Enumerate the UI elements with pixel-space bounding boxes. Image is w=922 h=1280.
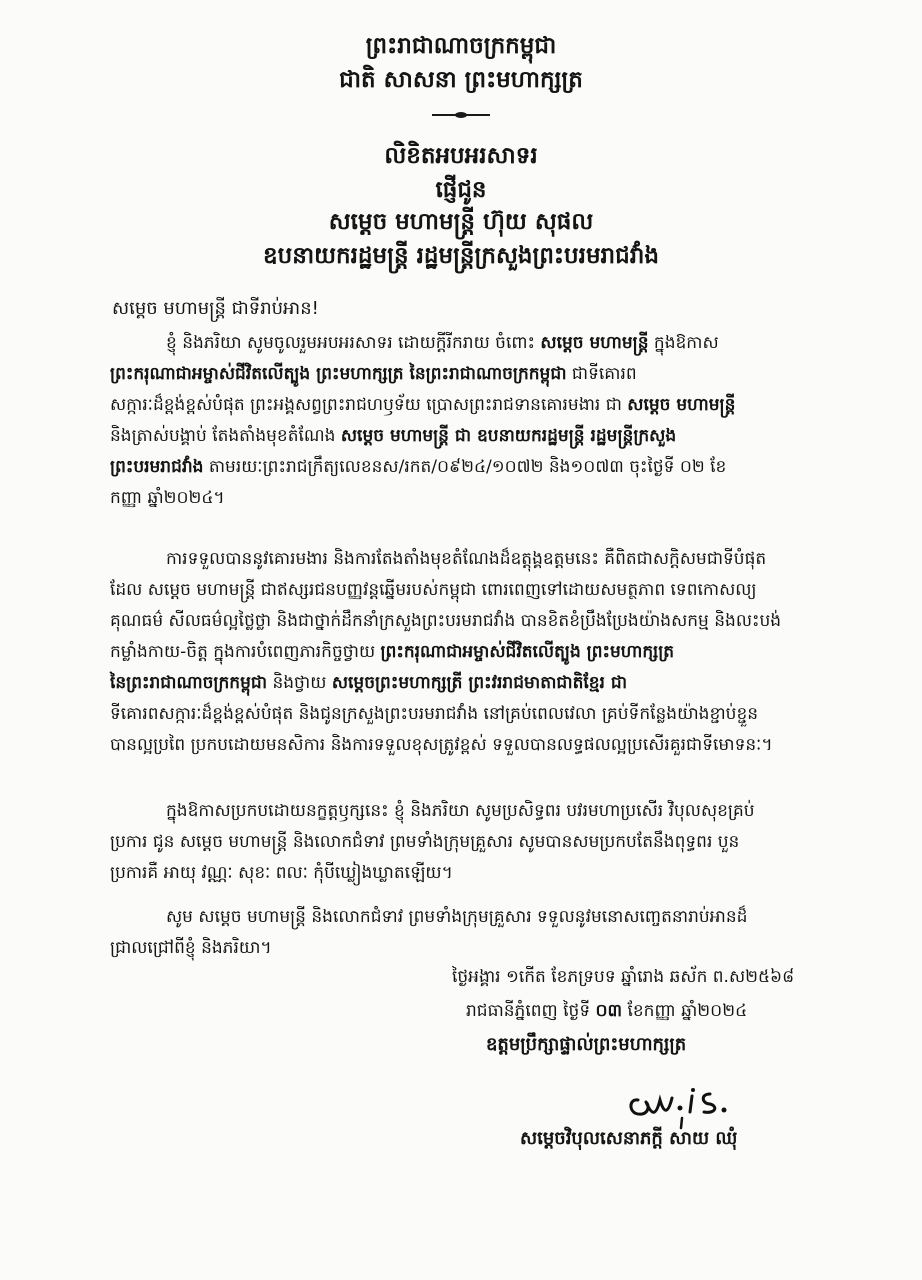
p1-line-text: ព្រះបរមរាជវាំង [110, 457, 204, 477]
p2-line [166, 548, 766, 570]
p1-line [110, 363, 637, 385]
p1-line-text: ខ្ញុំ និងភរិយា សូមចូលរួមអបអរសាទរ ដោយក្តីរីករាយ ចំពោះ [166, 333, 541, 353]
p1-line-text: កញ្ញា ឆ្នាំ២០២៤។ [110, 488, 225, 508]
place-date-day: ០៣ [595, 1001, 623, 1021]
p1-line [110, 394, 735, 416]
p1-line-text: តាមរយៈព្រះរាជក្រឹត្យលេខនស/រកត/០៩២៤/១០៧២ និង១០៧៣ ចុះថ្ងៃទី ០២ ខែ [203, 457, 727, 477]
signer-title: ឧត្តមប្រឹក្សាផ្ទាល់ព្រះមហាក្សត្រ [486, 1034, 687, 1055]
p1-line-text: សក្ការៈដ៏ខ្ពង់ខ្ពស់បំផុត ព្រះអង្គសព្វព្រះរាជហឫទ័យ ប្រោសព្រះរាជទានគោរមងារ ជា [110, 395, 628, 415]
p2-line [110, 641, 674, 663]
p3-line [110, 831, 739, 853]
place-date [466, 1000, 747, 1022]
lunar-date: ថ្ងៃអង្គារ ១កើត ខែភទ្របទ ឆ្នាំរោង ឆស័ក ព.ស២៥៦៨ [452, 967, 795, 987]
recipient-name: សម្តេច មហាមន្ត្រី ហ៊ុយ សុផល [328, 208, 594, 235]
p2-line [110, 579, 757, 601]
p2-line-text: បានល្អប្រពៃ ប្រកបដោយមនសិការ និងការទទួលខុសត្រូវខ្ពស់ ទទួលបានលទ្ធផលល្អប្រសើរគួរជាទីមោទនៈ។ [110, 735, 773, 755]
p1-line-text: និងត្រាស់បង្គាប់ តែងតាំងមុខតំណែង [110, 426, 341, 446]
letter-to: ផ្ញើជូន [435, 176, 487, 203]
p1-line-text: សម្តេច មហាមន្ត្រី ជា ឧបនាយករដ្ឋមន្ត្រី រដ្ឋមន្ត្រីក្រសួង [340, 426, 677, 446]
p1-line [110, 487, 225, 509]
p2-line-text: និងថ្វាយ [267, 673, 332, 693]
kingdom-header: ព្រះរាជាណាចក្រកម្ពុជា [365, 32, 557, 59]
place-date-prefix: រាជធានីភ្នំពេញ ថ្ងៃទី [466, 1001, 591, 1021]
national-motto: ជាតិ សាសនា ព្រះមហាក្សត្រ [339, 66, 583, 93]
p2-line-text: ទីគោរពសក្ការៈដ៏ខ្ពង់ខ្ពស់បំផុត និងជូនក្រសួងព្រះបរមរាជវាំង នៅគ្រប់ពេលវេលា គ្រប់ទីកន្លែងយ៉ាងខ្ជាប់ខ្ជួន [110, 704, 759, 724]
p1-line [110, 456, 726, 478]
recipient-title: ឧបនាយករដ្ឋមន្ត្រី រដ្ឋមន្ត្រីក្រសួងព្រះបរមរាជវាំង [263, 242, 659, 269]
p1-line [166, 332, 719, 354]
p4-line-text: សូម សម្តេច មហាមន្ត្រី និងលោកជំទាវ ព្រមទាំងក្រុមគ្រួសារ ទទួលនូវមនោសញ្ចេតនារាប់អានដ៏ [166, 907, 748, 927]
p3-line-text: ប្រការ ជូន សម្តេច មហាមន្ត្រី និងលោកជំទាវ ព្រមទាំងក្រុមគ្រួសារ សូមបានសមប្រកបតែនឹងពុទ្ធពរ បួន [110, 832, 740, 852]
p2-line-text: សម្តេចព្រះមហាក្សត្រី ព្រះវររាជមាតាជាតិខ្មែរ ជា [331, 673, 628, 693]
p4-line [166, 906, 747, 928]
p3-line [110, 862, 453, 884]
p4-line-text: ជ្រាលជ្រៅពីខ្ញុំ និងភរិយា។ [110, 938, 272, 958]
p2-line [110, 734, 773, 756]
p1-line [110, 425, 676, 447]
p2-line-text: កម្លាំងកាយ-ចិត្ត ក្នុងការបំពេញភារកិច្ចថ្វាយ [110, 642, 381, 662]
p2-line-text: ព្រះករុណាជាអម្ចាស់ជីវិតលើត្បូង ព្រះមហាក្សត្រ [380, 642, 675, 662]
p1-line-text: សម្តេច មហាមន្ត្រី [627, 395, 736, 415]
p1-line-text: ព្រះករុណាជាអម្ចាស់ជីវិតលើត្បូង ព្រះមហាក្សត្រ នៃព្រះរាជាណាចក្រកម្ពុជា [110, 364, 567, 384]
salutation: សម្តេច មហាមន្ត្រី ជាទីរាប់អាន! [112, 298, 319, 319]
p2-line-text: នៃព្រះរាជាណាចក្រកម្ពុជា [110, 673, 268, 693]
p1-line-text: ជាទីគោរព [566, 364, 637, 384]
p2-line [110, 610, 781, 632]
signer-name: សម្តេចវិបុលសេនាភក្តី សាយ ឈុំ [520, 1128, 738, 1149]
letter-heading: លិខិតអបអរសាទរ [384, 142, 538, 169]
p2-line-text: ដែល សម្តេច មហាមន្ត្រី ជាឥស្សរជនបញ្ញវន្តឆ្នើមរបស់កម្ពុជា ពោរពេញទៅដោយសមត្ថភាព ទេពកោសល្យ [110, 580, 757, 600]
place-date-suffix: ខែកញ្ញា ឆ្នាំ២០២៤ [627, 1001, 748, 1021]
p3-line [166, 800, 755, 822]
p1-line-text: សម្តេច មហាមន្ត្រី [540, 333, 649, 353]
p2-line [110, 672, 627, 694]
p2-line [110, 703, 758, 725]
p3-line-text: ប្រការគឺ អាយុ វណ្ណៈ សុខៈ ពលៈ កុំបីឃ្លៀងឃ្លាតឡើយ។ [110, 863, 453, 883]
signature-image [626, 1078, 756, 1130]
ornament-divider [430, 110, 492, 120]
p2-line-text: គុណធម៌ សីលធម៌ល្អថ្លៃថ្លា និងជាថ្នាក់ដឹកនាំក្រសួងព្រះបរមរាជវាំង បានខិតខំប្រឹងប្រែងយ៉ាងសកម្ម និងលះបង់ [110, 611, 782, 631]
p2-line-text: ការទទួលបាននូវគោរមងារ និងការតែងតាំងមុខតំណែងដ៏ឧត្តុង្គឧត្តមនេះ គឺពិតជាសក្តិសមជាទីបំផុត [166, 549, 767, 569]
p4-line [110, 937, 272, 959]
p3-line-text: ក្នុងឱកាសប្រកបដោយនក្ខត្តឫក្សនេះ ខ្ញុំ និងភរិយា សូមប្រសិទ្ធពរ បវរមហាប្រសើរ វិបុលសុខគ្រប់ [166, 801, 755, 821]
p1-line-text: ក្នុងឱកាស [648, 333, 719, 353]
